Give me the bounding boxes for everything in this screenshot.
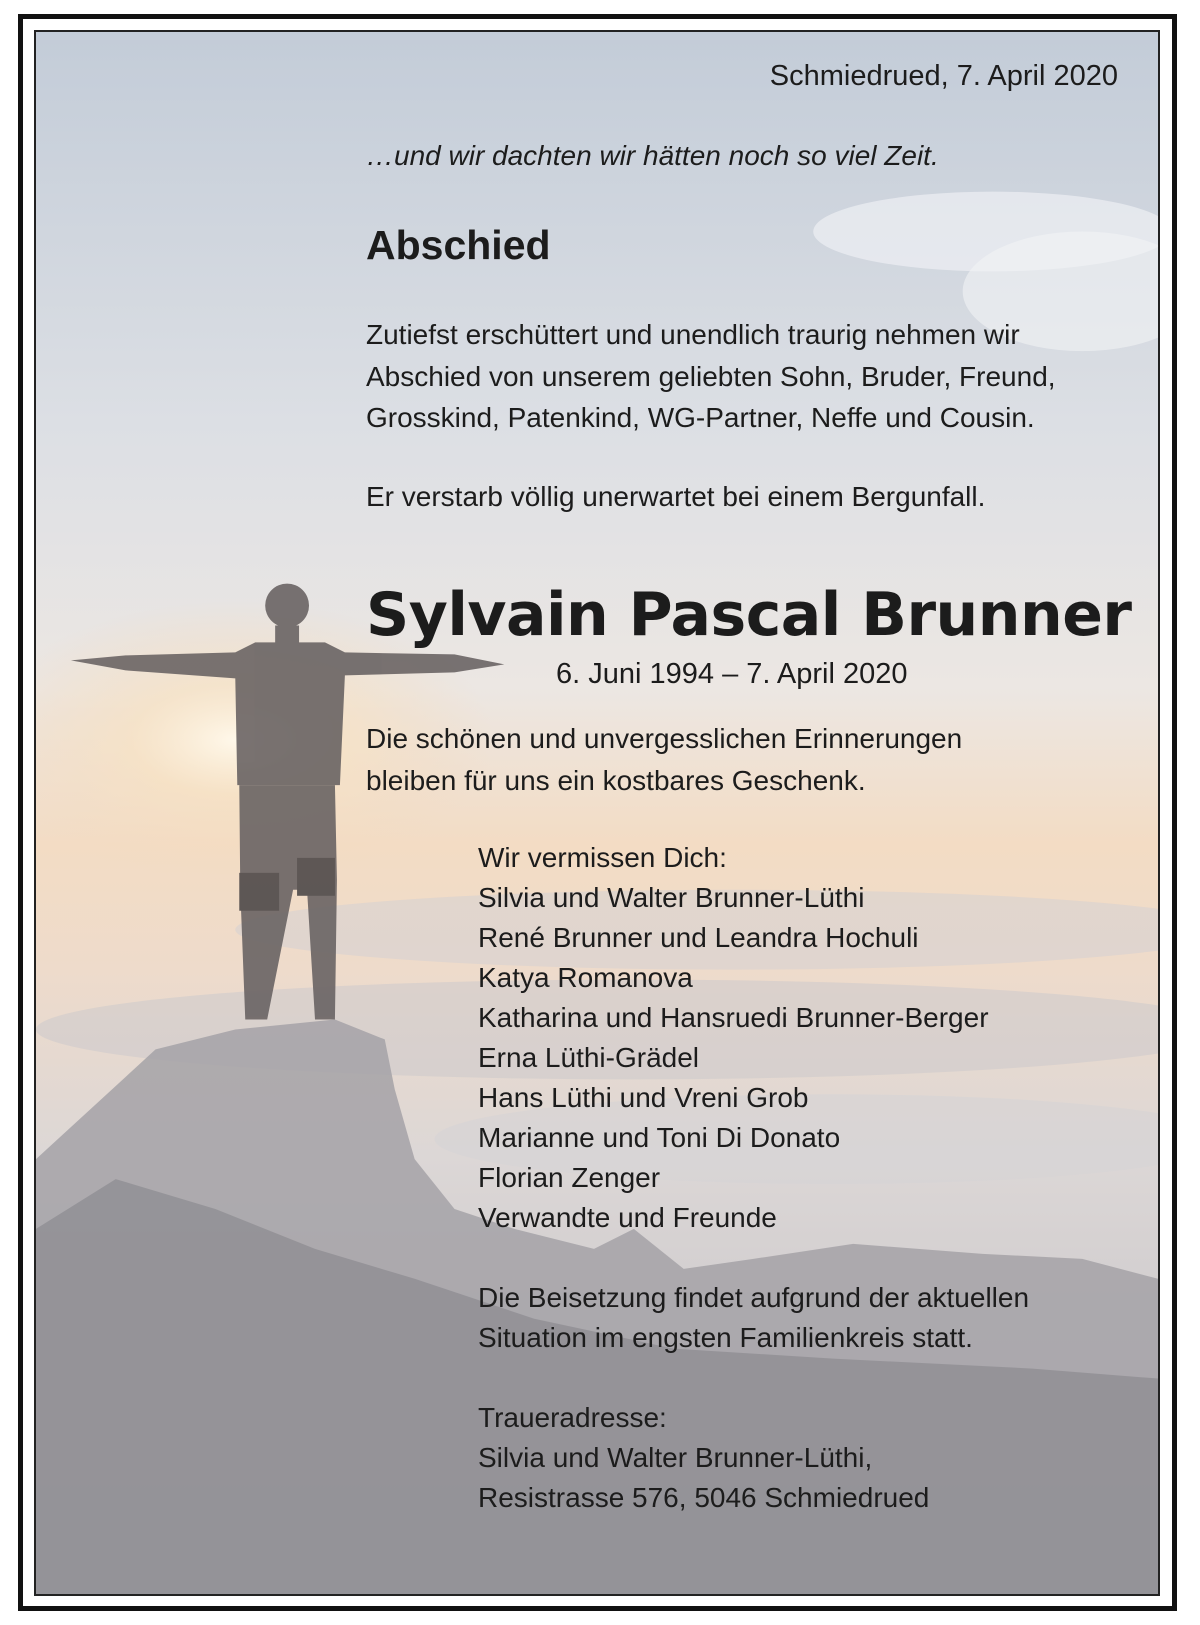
heading-abschied: Abschied: [366, 222, 551, 268]
intro-paragraph: [366, 314, 1056, 439]
memories-line: bleiben für uns ein kostbares Geschenk.: [366, 764, 866, 796]
intro-line: Zutiefst erschüttert und unendlich traurig nehmen wir: [366, 319, 1020, 350]
funeral-notice: [478, 1278, 1029, 1358]
mourner-entry: Silvia und Walter Brunner-Lüthi: [478, 882, 865, 913]
memories-paragraph: [366, 718, 962, 801]
intro-line: Grosskind, Patenkind, WG-Partner, Neffe und Cousin.: [366, 402, 1035, 433]
mourner-entry: Verwandte und Freunde: [478, 1202, 777, 1233]
mourners-heading: Wir vermissen Dich:: [478, 842, 727, 873]
mourner-entry: Katya Romanova: [478, 962, 693, 993]
mourner-entry: Hans Lüthi und Vreni Grob: [478, 1082, 809, 1113]
memories-line: Die schönen und unvergesslichen Erinnerungen: [366, 723, 963, 754]
opening-quote: …und wir dachten wir hätten noch so viel Zeit.: [366, 140, 939, 171]
funeral-line: Situation im engsten Familienkreis statt.: [478, 1322, 973, 1353]
deceased-name: Sylvain Pascal Brunner: [366, 580, 1132, 650]
funeral-line: Die Beisetzung findet aufgrund der aktuellen: [478, 1282, 1030, 1313]
address-heading: Traueradresse:: [478, 1402, 667, 1433]
mourning-address: [478, 1398, 929, 1518]
cause-of-death: Er verstarb völlig unerwartet bei einem Bergunfall.: [366, 481, 986, 512]
mourner-entry: Katharina und Hansruedi Brunner-Berger: [478, 1002, 989, 1033]
address-line: Silvia und Walter Brunner-Lüthi,: [478, 1442, 873, 1473]
intro-line: Abschied von unserem geliebten Sohn, Bruder, Freund,: [366, 360, 1056, 392]
mountain-summit-photo: [36, 32, 1158, 1594]
mourner-entry: Florian Zenger: [478, 1162, 661, 1193]
lifespan-dates: 6. Juni 1994 – 7. April 2020: [556, 658, 908, 690]
mourners-list: [478, 838, 989, 1238]
mourner-entry: Erna Lüthi-Grädel: [478, 1042, 700, 1073]
inner-frame: [34, 30, 1160, 1596]
mourner-entry: René Brunner und Leandra Hochuli: [478, 922, 919, 953]
address-line: Resistrasse 576, 5046 Schmiedrued: [478, 1482, 930, 1513]
mourner-entry: Marianne und Toni Di Donato: [478, 1122, 841, 1153]
place-date: Schmiedrued, 7. April 2020: [769, 60, 1118, 92]
